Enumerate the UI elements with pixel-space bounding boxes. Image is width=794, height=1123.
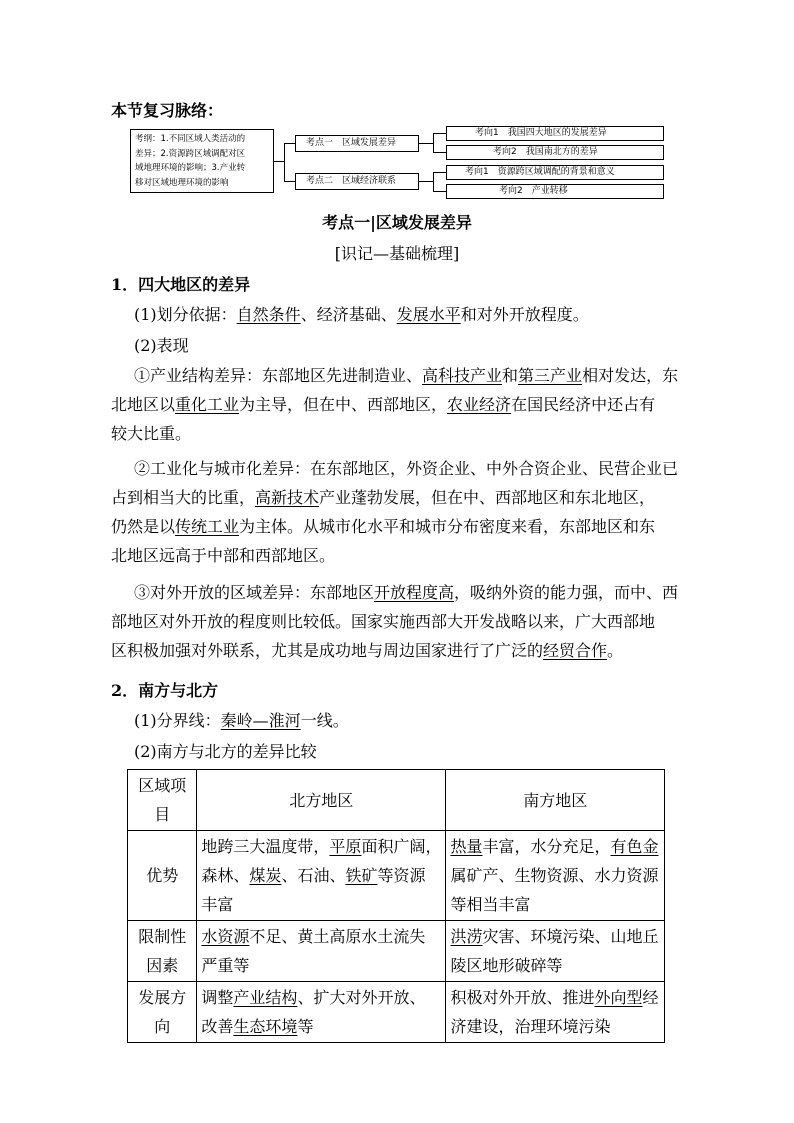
connector xyxy=(433,172,446,173)
north-south-comparison-table xyxy=(127,769,665,1043)
south-cell: 积极对外开放、推进外向型经 济建设，治理环境污染 xyxy=(446,982,665,1043)
direction-1-box: 考向1 我国四大地区的发展差异 xyxy=(446,126,664,141)
connector xyxy=(284,181,295,182)
connector xyxy=(433,172,434,191)
table-row xyxy=(128,831,665,921)
key-point-2-box: 考点二 区域经济联系 xyxy=(295,173,419,190)
outline-line: 域地理环境的影响；3.产业转 xyxy=(135,163,246,173)
connector xyxy=(433,133,434,153)
table-row xyxy=(128,982,665,1043)
connector xyxy=(419,143,433,144)
connector xyxy=(284,143,295,144)
direction-3-box: 考向1 资源跨区域调配的背景和意义 xyxy=(446,165,664,180)
row-label: 发展方向 xyxy=(128,982,197,1043)
outline-line: 移对区域地理环境的影响 xyxy=(135,177,229,188)
direction-2-box: 考向2 我国南北方的差异 xyxy=(446,145,664,160)
comparison-label: (2)南方与北方的差异比较 xyxy=(134,742,317,761)
connector xyxy=(274,161,284,162)
section-title: 考点一|区域发展差异 xyxy=(322,213,472,232)
table-header-row xyxy=(128,770,665,831)
opening-up-paragraph: ③对外开放的区域差异：东部地区开放程度高，吸纳外资的能力强，而中、西 部地区对外开放的程度则比较低。国家实施西部大开发战略以来，广大西部地 区积极加强对外联系，尤其是成功地与周边国家进行了广泛的经贸合作。 xyxy=(111,583,679,660)
industrialization-paragraph: ②工业化与城市化差异：在东部地区，外资企业、中外合资企业、民营企业已 占到相当大的比重，高新技术产业蓬勃发展，但在中、西部地区和东北地区， 仍然是以传统工业为主体。从城市化水平和城市分布密度来看，东部地区和东 北地区远高于中部和西部地区。 xyxy=(111,459,679,565)
connector xyxy=(433,133,446,134)
header-cell: 南方地区 xyxy=(446,770,665,831)
outline-line: 差异；2.资源跨区域调配对区 xyxy=(135,148,246,159)
connector xyxy=(433,191,446,192)
south-cell: 洪涝灾害、环境污染、山地丘 陵区地形破碎等 xyxy=(446,921,665,982)
exam-outline-box xyxy=(130,129,274,193)
outline-line: 考纲：1.不同区域人类活动的 xyxy=(135,134,246,144)
row-label: 限制性 因素 xyxy=(128,921,197,982)
division-basis: (1)划分依据：自然条件、经济基础、发展水平和对外开放程度。 xyxy=(134,305,589,324)
part-2-title: 2．南方与北方 xyxy=(111,681,219,700)
north-cell: 调整产业结构、扩大对外开放、 改善生态环境等 xyxy=(197,982,446,1043)
north-cell: 水资源不足、黄土高原水土流失 严重等 xyxy=(197,921,446,982)
review-heading: 本节复习脉络： xyxy=(111,101,224,120)
direction-4-box: 考向2 产业转移 xyxy=(446,184,664,199)
south-cell: 热量丰富，水分充足，有色金 属矿产、生物资源、水力资源 等相当丰富 xyxy=(446,831,665,921)
header-cell: 北方地区 xyxy=(197,770,446,831)
connector xyxy=(284,143,285,181)
key-point-1-box: 考点一 区域发展差异 xyxy=(295,135,419,152)
north-cell: 地跨三大温度带，平原面积广阔， 森林、煤炭、石油、铁矿等资源 丰富 xyxy=(197,831,446,921)
table-row xyxy=(128,921,665,982)
connector xyxy=(419,181,433,182)
section-subtitle: [识记—基础梳理] xyxy=(334,244,460,263)
industry-structure-paragraph: ①产业结构差异：东部地区先进制造业、高科技产业和第三产业相对发达，东 北地区以重化工业为主导，但在中、西部地区，农业经济在国民经济中还占有 较大比重。 xyxy=(111,366,679,443)
row-label: 优势 xyxy=(128,831,197,921)
header-cell: 区域项目 xyxy=(128,770,197,831)
connector xyxy=(433,152,446,153)
performance-label: (2)表现 xyxy=(134,336,189,355)
part-1-title: 1．四大地区的差异 xyxy=(111,275,251,294)
boundary-line: (1)分界线：秦岭—淮河一线。 xyxy=(134,711,349,730)
